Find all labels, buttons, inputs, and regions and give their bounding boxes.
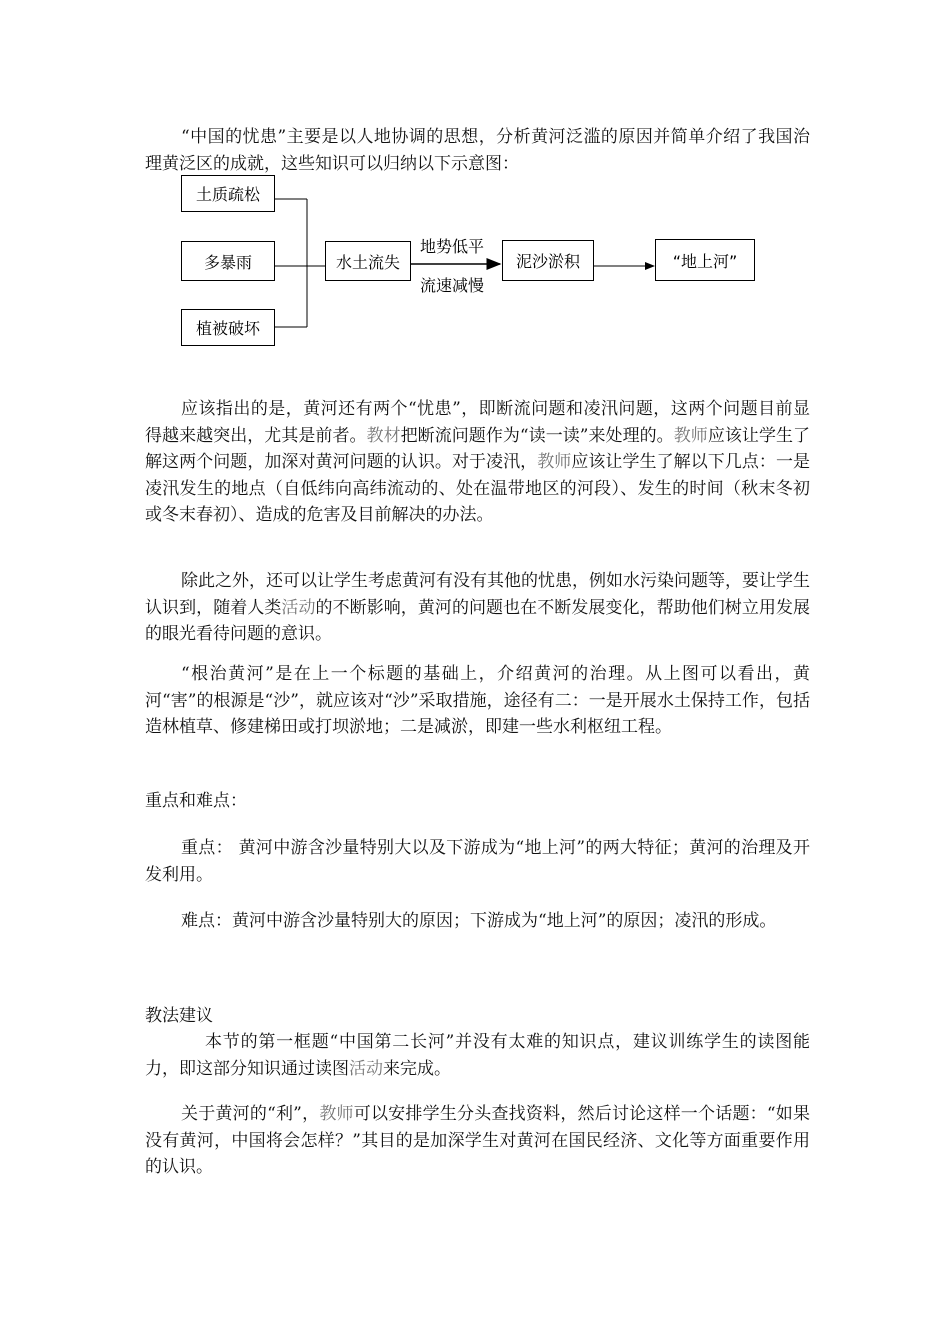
cause-box-vegetation: 植被破坏 xyxy=(181,309,275,346)
paragraph-other-problems xyxy=(145,568,810,648)
keyword-teacher: 教师 xyxy=(673,425,708,446)
flow-diagram xyxy=(0,0,950,400)
last-text-b: 可以安排学生分头查找资料，然后讨论这样一个话题：“如果没有黄河，中国将会怎样？”其目的是加深学生对黄河在国民经济、文化等方面重要作用的认识。 xyxy=(145,1104,810,1177)
condition-label-top: 地势低平 xyxy=(420,237,485,256)
diagram-connectors xyxy=(0,0,950,400)
keyword-activity: 活动 xyxy=(281,597,316,618)
p2-text-b: 把断流问题作为“读一读”来处理的。 xyxy=(400,425,674,446)
keyword-teacher: 教师 xyxy=(537,452,572,472)
process-box-siltation: 泥沙淤积 xyxy=(502,240,594,281)
p2-text-d: 应该让学生了解以下几点：一是凌汛发生的地点（自低纬向高纬流动的、处在温带地区的河段）、发生的时间（秋末冬初或冬末春初）、造成的危害及目前解决的办法。 xyxy=(145,452,811,525)
p3-text-b: 的不断影响，黄河的问题也在不断发展变化，帮助他们树立用发展的眼光看待问题的意识。 xyxy=(145,597,811,644)
keyword-activity: 活动 xyxy=(349,1058,383,1079)
method-text-b: 来完成。 xyxy=(383,1058,451,1079)
heading-teaching-method: 教法建议 xyxy=(145,1006,213,1026)
condition-label-bottom: 流速减慢 xyxy=(420,276,485,295)
keyword-teacher: 教师 xyxy=(319,1104,354,1124)
paragraph-river-benefits xyxy=(145,1101,810,1181)
paragraph-governance: “根治黄河”是在上一个标题的基础上，介绍黄河的治理。从上图可以看出，黄河“害”的根源是“沙”，就应该对“沙”采取措施，途径有二：一是开展水土保持工作，包括造林植草、修建梯田或打坝淤地；二是减淤，即建一些水利枢纽工程。 xyxy=(145,664,810,737)
paragraph-difficult-points: 难点：黄河中游含沙量特别大的原因；下游成为“地上河”的原因；凌汛的形成。 xyxy=(181,911,777,931)
cause-box-soil: 土质疏松 xyxy=(181,175,275,212)
paragraph-teaching-method xyxy=(145,1029,810,1082)
process-box-erosion: 水土流失 xyxy=(325,241,411,281)
paragraph-dual-problems xyxy=(145,396,810,529)
last-text-a: 关于黄河的“利”， xyxy=(181,1104,320,1124)
p2-text-a: 应该指出的是，黄河还有两个“忧患”，即断流问题和凌汛问题，这两个问题目前显得越来越突出，尤其是前者。 xyxy=(145,399,810,446)
paragraph-key-points: 重点： 黄河中游含沙量特别大以及下游成为“地上河”的两大特征；黄河的治理及开发利用。 xyxy=(145,838,810,885)
p3-text-a: 除此之外，还可以让学生考虑黄河有没有其他的忧患，例如水污染问题等，要让学生认识到，随着人类 xyxy=(145,571,810,618)
intro-quote: “中国的忧患” xyxy=(181,127,287,147)
heading-key-points: 重点和难点： xyxy=(145,791,247,811)
result-box-suspended-river: “地上河” xyxy=(655,239,755,281)
p2-text-c: 应该让学生了解这两个问题，加深对黄河问题的认识。对于凌汛， xyxy=(145,425,811,472)
method-text-a: 本节的第一框题“中国第二长河”并没有太难的知识点，建议训练学生的读图能力，即这部分知识通过读图 xyxy=(145,1032,810,1079)
intro-text: 主要是以人地协调的思想，分析黄河泛滥的原因并简单介绍了我国治理黄泛区的成就，这些知识可以归纳以下示意图： xyxy=(145,127,810,174)
keyword-textbook: 教材 xyxy=(366,425,401,446)
cause-box-rain: 多暴雨 xyxy=(181,241,275,281)
